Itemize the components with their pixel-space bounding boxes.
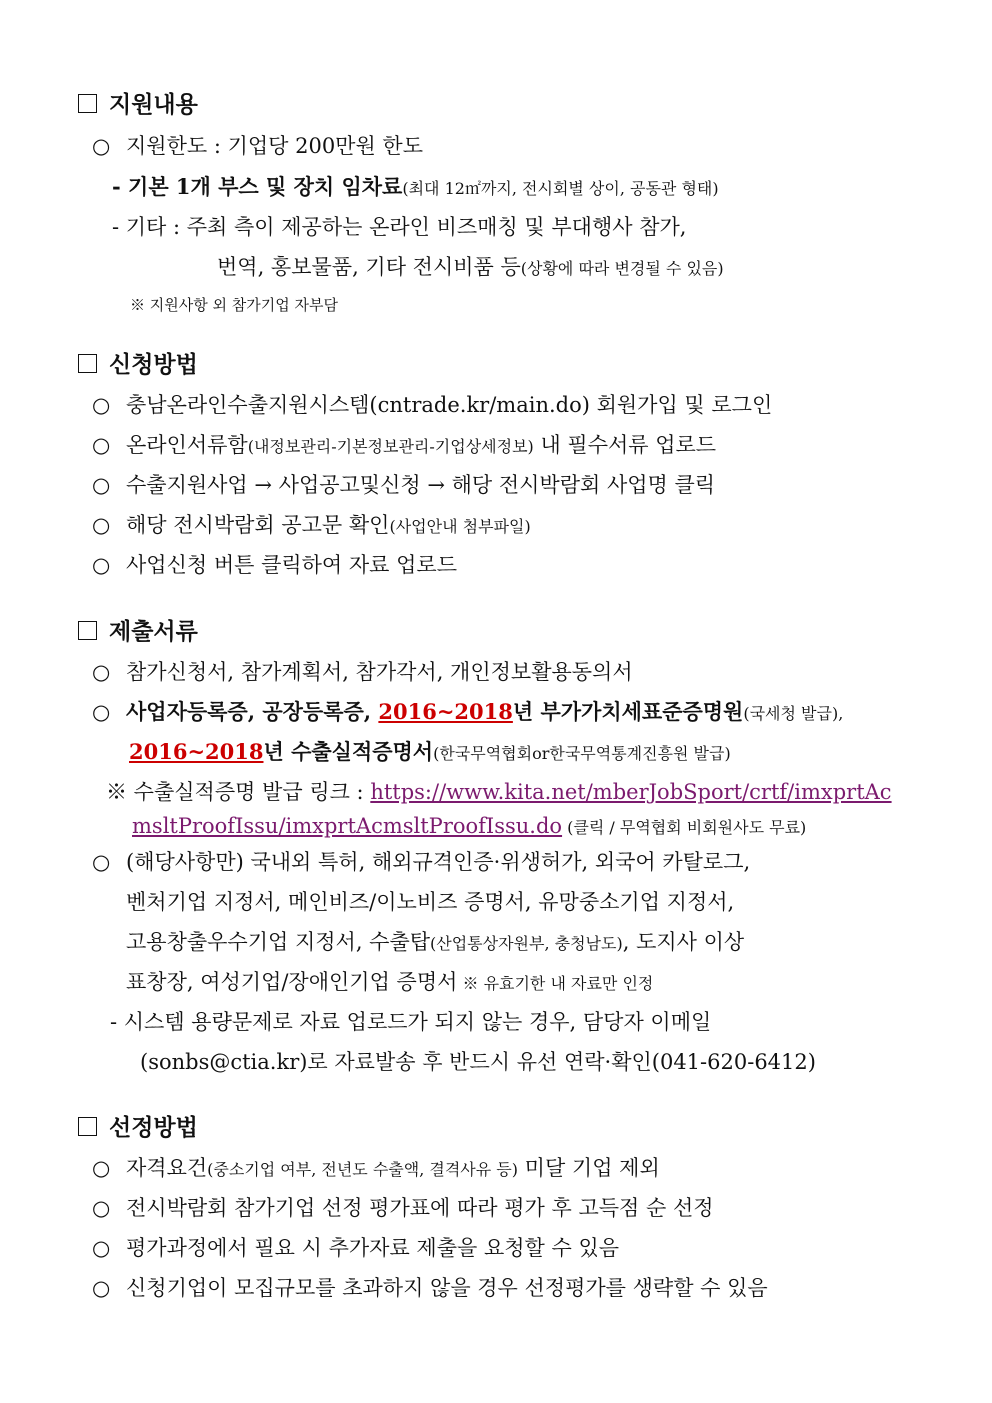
apply-item: ○ 사업신청 버튼 클릭하여 자료 업로드 (92, 550, 457, 580)
section-heading-select: 선정방법 (78, 1113, 198, 1143)
circle-bullet-icon: ○ (92, 850, 111, 874)
docs-link-line: ※ 수출실적증명 발급 링크 : https://www.kita.net/mberJobSport/crtf/imxprtAc (106, 780, 892, 804)
select-item: ○ 자격요건(중소기업 여부, 전년도 수출액, 결격사유 등) 미달 기업 제외 (92, 1153, 660, 1185)
checkbox-square-icon (78, 94, 97, 113)
circle-bullet-icon: ○ (92, 1276, 111, 1300)
docs-item-2-cont: 2016~2018년 수출실적증명서(한국무역협회or한국무역통계진흥원 발급) (129, 739, 731, 764)
apply-item: ○ 온라인서류함(내정보관리-기본정보관리-기업상세정보) 내 필수서류 업로드 (92, 430, 716, 462)
select-item: ○ 전시박람회 참가기업 선정 평가표에 따라 평가 후 고득점 순 선정 (92, 1193, 714, 1223)
kita-link[interactable]: https://www.kita.net/mberJobSport/crtf/imxprtAc (370, 780, 892, 804)
docs-item-3-l4: 표창장, 여성기업/장애인기업 증명서 ※ 유효기한 내 자료만 인정 (126, 970, 654, 994)
support-limit: ○ 지원한도 : 기업당 200만원 한도 (92, 131, 423, 161)
circle-bullet-icon: ○ (92, 473, 111, 497)
circle-bullet-icon: ○ (92, 393, 111, 417)
kita-link-cont[interactable]: msltProofIssu/imxprtAcmsltProofIssu.do (132, 814, 563, 838)
docs-email-1: - 시스템 용량문제로 자료 업로드가 되지 않는 경우, 담당자 이메일 (110, 1010, 712, 1034)
docs-item-3: ○ (해당사항만) 국내외 특허, 해외규격인증·위생허가, 외국어 카탈로그, (92, 847, 750, 877)
section-heading-apply: 신청방법 (78, 350, 198, 380)
section-heading-docs: 제출서류 (78, 617, 198, 647)
support-other-2: 번역, 홍보물품, 기타 전시비품 등(상황에 따라 변경될 수 있음) (217, 255, 724, 279)
section-heading-support: 지원내용 (78, 90, 198, 120)
checkbox-square-icon (78, 354, 97, 373)
circle-bullet-icon: ○ (92, 433, 111, 457)
docs-item-1: ○ 참가신청서, 참가계획서, 참가각서, 개인정보활용동의서 (92, 657, 633, 687)
docs-item-3-l2: 벤처기업 지정서, 메인비즈/이노비즈 증명서, 유망중소기업 지정서, (126, 890, 735, 914)
support-other-1: - 기타 : 주최 측이 제공하는 온라인 비즈매칭 및 부대행사 참가, (112, 215, 687, 239)
circle-bullet-icon: ○ (92, 700, 111, 724)
circle-bullet-icon: ○ (92, 1196, 111, 1220)
checkbox-square-icon (78, 621, 97, 640)
checkbox-square-icon (78, 1117, 97, 1136)
select-item: ○ 신청기업이 모집규모를 초과하지 않을 경우 선정평가를 생략할 수 있음 (92, 1273, 768, 1303)
circle-bullet-icon: ○ (92, 1156, 111, 1180)
circle-bullet-icon: ○ (92, 553, 111, 577)
docs-item-2: ○ 사업자등록증, 공장등록증, 2016~2018년 부가가치세표준증명원(국세청 발급), (92, 697, 843, 729)
circle-bullet-icon: ○ (92, 134, 111, 158)
circle-bullet-icon: ○ (92, 1236, 111, 1260)
support-note: ※ 지원사항 외 참가기업 자부담 (130, 296, 338, 314)
docs-item-3-l3: 고용창출우수기업 지정서, 수출탑(산업통상자원부, 충청남도), 도지사 이상 (126, 930, 745, 954)
apply-item: ○ 충남온라인수출지원시스템(cntrade.kr/main.do) 회원가입 및 로그인 (92, 390, 772, 420)
support-booth: - 기본 1개 부스 및 장치 임차료(최대 12㎡까지, 전시회별 상이, 공동관 형태) (112, 174, 719, 199)
docs-email-2: (sonbs@ctia.kr)로 자료발송 후 반드시 유선 연락·확인(041-620-6412) (140, 1050, 816, 1074)
select-item: ○ 평가과정에서 필요 시 추가자료 제출을 요청할 수 있음 (92, 1233, 619, 1263)
docs-link-line-2: msltProofIssu/imxprtAcmsltProofIssu.do (클릭 / 무역협회 비회원사도 무료) (132, 814, 807, 838)
circle-bullet-icon: ○ (92, 660, 111, 684)
apply-item: ○ 수출지원사업 → 사업공고및신청 → 해당 전시박람회 사업명 클릭 (92, 470, 715, 500)
apply-item: ○ 해당 전시박람회 공고문 확인(사업안내 첨부파일) (92, 510, 531, 542)
circle-bullet-icon: ○ (92, 513, 111, 537)
